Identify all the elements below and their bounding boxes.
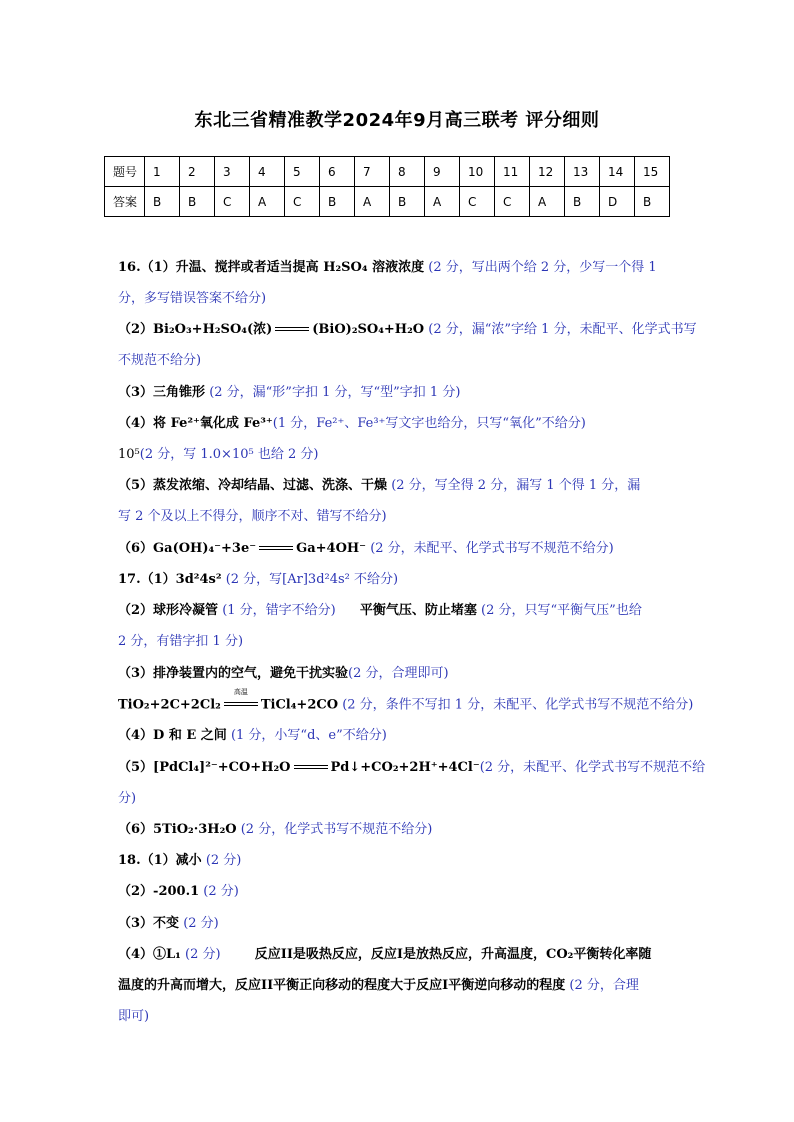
- scoring-note: (2 分，未配平、化学式书写不规范不给: [479, 760, 706, 775]
- q18-part2: [118, 883, 239, 901]
- q17-part2: [118, 602, 642, 620]
- equals-sign: [275, 327, 309, 331]
- scoring-note: 不规范不给分): [118, 353, 202, 368]
- equals-sign: [259, 546, 293, 550]
- answer-text: （2）-200.1: [118, 884, 200, 899]
- table-header-answer: 答案: [105, 187, 145, 217]
- q17-part1: [118, 571, 398, 589]
- q18-part4: [118, 946, 651, 964]
- table-row-answers: [105, 187, 670, 217]
- reaction-condition: [224, 688, 258, 714]
- equation-left: [PdCl₄]²⁻+CO+H₂O: [153, 760, 291, 775]
- answer-text: （3）排净装置内的空气，避免干扰实验: [118, 666, 349, 681]
- condition-label: 高温: [233, 688, 248, 696]
- equation-left: TiO₂+2C+2Cl₂: [118, 697, 221, 713]
- table-cell: 4: [250, 157, 285, 187]
- scoring-note: (2 分，写 1.0×10⁵ 也给 2 分): [139, 447, 319, 462]
- q18-part4-cont: [118, 977, 639, 995]
- scoring-note: 即可): [118, 1009, 150, 1024]
- answer-text: （5）蒸发浓缩、冷却结晶、过滤、洗涤、干燥: [118, 478, 388, 493]
- scoring-note: (2 分): [203, 884, 239, 899]
- table-cell: 10: [460, 157, 495, 187]
- q17-part6: [118, 821, 432, 839]
- scoring-note: (1 分，Fe²⁺、Fe³⁺写文字也给分，只写“氧化”不给分): [272, 416, 586, 431]
- scoring-note: (2 分，漏“浓”字给 1 分，未配平、化学式书写: [428, 322, 697, 337]
- scoring-note: (2 分，未配平、化学式书写不规范不给分): [370, 541, 614, 556]
- scoring-note: (2 分): [205, 853, 242, 868]
- q17-part3: [118, 665, 449, 683]
- table-cell: 7: [355, 157, 390, 187]
- table-cell: C: [285, 187, 320, 217]
- q16-part3: [118, 384, 460, 402]
- q17-part5: [118, 759, 705, 777]
- page-title: 东北三省精准教学2024年9月高三联考 评分细则: [194, 110, 600, 131]
- table-cell: 2: [180, 157, 215, 187]
- table-cell: 5: [285, 157, 320, 187]
- part-label: （6）: [118, 541, 154, 556]
- answer-text: （3）三角锥形: [118, 385, 206, 400]
- equation-right: Ga+4OH⁻: [296, 541, 367, 556]
- q16-part5-cont: [118, 508, 387, 526]
- q16-part6: [118, 540, 614, 558]
- answer-text: 反应II是吸热反应，反应I是放热反应，升高温度，CO₂平衡转化率随: [254, 947, 652, 962]
- scoring-note: 2 分，有错字扣 1 分): [118, 634, 244, 649]
- scoring-note: (2 分，只写“平衡气压”也给: [481, 603, 642, 618]
- q17-part4: [118, 727, 387, 745]
- table-cell: 13: [565, 157, 600, 187]
- table-cell: 9: [425, 157, 460, 187]
- scoring-note: (2 分): [185, 947, 221, 962]
- scoring-note: 写 2 个及以上不得分，顺序不对、错写不给分): [118, 509, 387, 524]
- answer-text: （4）D 和 E 之间: [118, 728, 227, 743]
- table-cell: B: [320, 187, 355, 217]
- answer-text: （2）球形冷凝管: [118, 603, 219, 618]
- part-label: （2）: [118, 322, 154, 337]
- table-cell: A: [530, 187, 565, 217]
- answer-text: 温度的升高而增大，反应II平衡正向移动的程度大于反应I平衡逆向移动的程度: [118, 978, 566, 993]
- table-cell: 14: [600, 157, 635, 187]
- table-cell: D: [600, 187, 635, 217]
- scoring-note: 分): [118, 791, 137, 806]
- table-cell: 8: [390, 157, 425, 187]
- q17-part5-cont: [118, 790, 136, 808]
- q16-part4: [118, 415, 586, 433]
- answer-text: 16.（1）升温、搅拌或者适当提高 H₂SO₄ 溶液浓度: [118, 260, 425, 275]
- equation-right: (BiO)₂SO₄+H₂O: [312, 322, 425, 337]
- table-cell: C: [215, 187, 250, 217]
- table-cell: 1: [145, 157, 180, 187]
- answer-text: （3）不变: [118, 916, 180, 931]
- answer-table: [104, 156, 670, 217]
- q18-part4-cont2: [118, 1008, 149, 1026]
- table-cell: B: [180, 187, 215, 217]
- q16-part1: [118, 259, 657, 277]
- q16-part2: [118, 321, 697, 339]
- scoring-note: (2 分，写[Ar]3d²4s² 不给分): [225, 572, 399, 587]
- q18-part1: [118, 852, 241, 870]
- scoring-note: (2 分，写全得 2 分，漏写 1 个得 1 分，漏: [391, 478, 641, 493]
- answer-text: （6）5TiO₂·3H₂O: [118, 822, 237, 837]
- equation-right: Pd↓+CO₂+2H⁺+4Cl⁻: [330, 760, 480, 775]
- table-cell: 12: [530, 157, 565, 187]
- scoring-note: (2 分，条件不写扣 1 分，未配平、化学式书写不规范不给分): [342, 697, 694, 713]
- answer-text: （4）①L₁: [118, 947, 181, 962]
- table-cell: C: [495, 187, 530, 217]
- scoring-note: (2 分，写出两个给 2 分，少写一个得 1: [428, 260, 657, 275]
- q17-part2-cont: [118, 633, 243, 651]
- equation-left: Bi₂O₃+H₂SO₄(浓): [153, 322, 273, 337]
- table-cell: A: [355, 187, 390, 217]
- scoring-note: (2 分，合理即可): [348, 666, 449, 681]
- equation-right: TiCl₄+2CO: [260, 697, 339, 713]
- table-cell: 6: [320, 157, 355, 187]
- scoring-note: (2 分): [183, 916, 219, 931]
- table-cell: A: [250, 187, 285, 217]
- table-cell: 3: [215, 157, 250, 187]
- q16-part1-cont: [118, 290, 266, 308]
- scoring-note: 分，多写错误答案不给分): [118, 291, 267, 306]
- table-cell: A: [425, 187, 460, 217]
- table-cell: B: [635, 187, 670, 217]
- q16-part4b: [118, 446, 318, 464]
- table-cell: B: [145, 187, 180, 217]
- q17-part3b: [118, 688, 694, 715]
- answer-text: （4）将 Fe²⁺氧化成 Fe³⁺: [118, 416, 273, 431]
- q16-part5: [118, 477, 640, 495]
- q18-part3: [118, 915, 219, 933]
- table-cell: 15: [635, 157, 670, 187]
- scoring-note: (1 分，小写“d、e”不给分): [230, 728, 387, 743]
- table-header-number: 题号: [105, 157, 145, 187]
- table-cell: B: [390, 187, 425, 217]
- equals-sign: [294, 765, 328, 769]
- part-label: （5）: [118, 760, 154, 775]
- q16-part2-cont: [118, 352, 201, 370]
- answer-text: 10⁵: [118, 447, 140, 462]
- scoring-note: (2 分，合理: [569, 978, 639, 993]
- answer-text: 18.（1）减小: [118, 853, 202, 868]
- table-cell: 11: [495, 157, 530, 187]
- scoring-note: (1 分，错字不给分): [222, 603, 336, 618]
- equation-left: Ga(OH)₄⁻+3e⁻: [153, 541, 257, 556]
- scoring-note: (2 分，漏“形”字扣 1 分，写“型”字扣 1 分): [209, 385, 461, 400]
- answer-text: 17.（1）3d²4s²: [118, 572, 222, 587]
- table-row-numbers: [105, 157, 670, 187]
- table-cell: B: [565, 187, 600, 217]
- scoring-note: (2 分，化学式书写不规范不给分): [240, 822, 433, 837]
- table-cell: C: [460, 187, 495, 217]
- answer-text: 平衡气压、防止堵塞: [359, 603, 477, 618]
- equals-sign: [224, 702, 258, 706]
